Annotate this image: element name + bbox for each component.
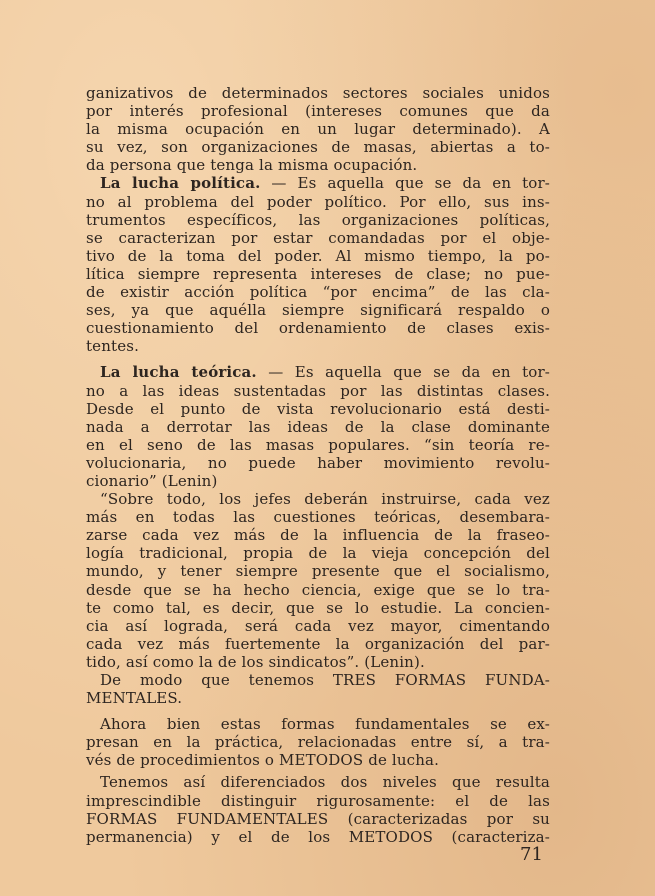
paragraph-lucha-politica — [86, 174, 550, 355]
text-line: “Sobre todo, los jefes deberán instruirse, cada vez — [100, 490, 550, 509]
text-line: zarse cada vez más de la influencia de la fraseo- — [86, 526, 550, 545]
text-line: no a las ideas sustentadas por las distintas clases. — [86, 381, 550, 400]
text-line — [86, 174, 550, 192]
text-line: De modo que tenemos TRES FORMAS FUNDA- — [100, 671, 550, 689]
text-line: volucionaria, no puede haber movimiento revolu- — [86, 453, 550, 472]
paragraph-organizaciones-gremiales — [86, 84, 550, 174]
book-page-text — [86, 84, 550, 846]
paragraph-ahora-bien — [86, 715, 550, 769]
paragraph-gap — [86, 355, 550, 363]
text-line: su vez, son organizaciones de masas, abiertas a to- — [86, 138, 550, 157]
text-line: permanencia) y el de los METODOS (caracteriza- — [86, 827, 550, 846]
text-line: te como tal, es decir, que se lo estudie. La concien- — [86, 598, 550, 617]
paragraph-lenin-quote — [86, 490, 550, 671]
paragraph-gap — [86, 707, 550, 715]
text-line: se caracterizan por estar comandadas por el obje- — [86, 228, 550, 247]
text-line: no al problema del poder político. Por ello, sus ins- — [86, 192, 550, 211]
paragraph-niveles — [86, 773, 550, 845]
text-line: tentes. — [86, 337, 139, 356]
text-line — [86, 363, 550, 381]
text-line: ses, ya que aquélla siempre significará respaldo o — [86, 301, 550, 320]
text-line: vés de procedimientos o METODOS de lucha. — [86, 751, 440, 770]
paragraph-lucha-teorica — [86, 363, 550, 490]
text-line: presan en la práctica, relacionadas entre sí, a tra- — [86, 733, 550, 752]
text-line: mundo, y tener siempre presente que el socialismo, — [86, 562, 550, 581]
text-line: MENTALES. — [86, 689, 183, 708]
text-line: desde que se ha hecho ciencia, exige que se lo tra- — [86, 580, 550, 599]
text-line: cionario” (Lenin) — [86, 471, 218, 490]
text-line: imprescindible distinguir rigurosamente: el de las — [86, 791, 550, 810]
text-line: trumentos específicos, las organizaciones políticas, — [86, 210, 550, 229]
text-line: ganizativos de determinados sectores sociales unidos — [86, 84, 550, 102]
text-line: cada vez más fuertemente la organización del par- — [86, 634, 550, 653]
text-span: — Es aquella que se da en tor- — [260, 174, 550, 193]
text-line: Desde el punto de vista revolucionario está desti- — [86, 399, 550, 418]
text-line: de existir acción política “por encima” de las cla- — [86, 283, 550, 302]
text-line: por interés profesional (intereses comunes que da — [86, 102, 550, 121]
text-line: FORMAS FUNDAMENTALES (caracterizadas por su — [86, 809, 550, 828]
text-line: en el seno de las masas populares. “sin teoría re- — [86, 435, 550, 454]
text-line: tido, así como la de los sindicatos”. (Lenin). — [86, 652, 425, 671]
text-line: Tenemos así diferenciados dos niveles que resulta — [100, 773, 550, 792]
paragraph-tres-formas — [86, 671, 550, 707]
text-line: logía tradicional, propia de la vieja concepción del — [86, 544, 550, 563]
section-heading-lucha-politica: La lucha política. — [100, 174, 261, 193]
text-line: Ahora bien estas formas fundamentales se ex- — [100, 715, 550, 734]
text-line: más en todas las cuestiones teóricas, desembara- — [86, 508, 550, 527]
text-line: cia así lograda, será cada vez mayor, cimentando — [86, 616, 550, 635]
section-heading-lucha-teorica: La lucha teórica. — [100, 363, 257, 382]
text-line: lítica siempre representa intereses de clase; no pue- — [86, 264, 550, 283]
text-line: tivo de la toma del poder. Al mismo tiempo, la po- — [86, 246, 550, 265]
page-number: 71 — [520, 844, 543, 865]
text-line: nada a derrotar las ideas de la clase dominante — [86, 417, 550, 436]
text-line: da persona que tenga la misma ocupación. — [86, 156, 418, 175]
text-line: cuestionamiento del ordenamiento de clases exis- — [86, 319, 550, 338]
text-line: la misma ocupación en un lugar determinado). A — [86, 120, 550, 139]
text-span: — Es aquella que se da en tor- — [256, 363, 551, 382]
